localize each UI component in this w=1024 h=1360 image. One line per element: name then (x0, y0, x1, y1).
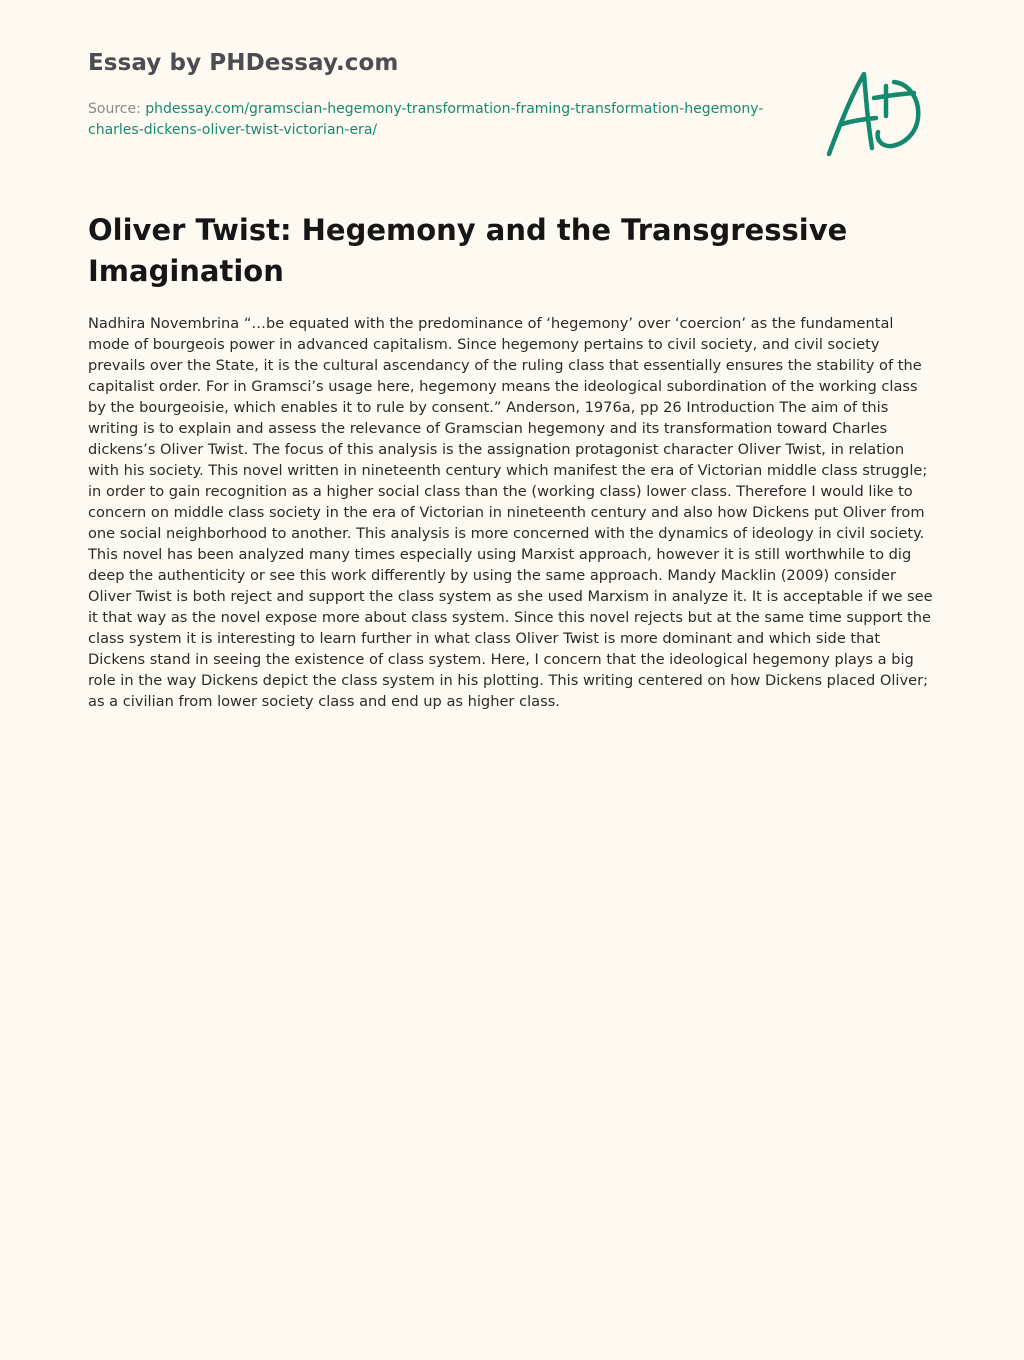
article-title: Oliver Twist: Hegemony and the Transgressive Imagination (88, 213, 848, 288)
source-link[interactable]: phdessay.com/gramscian-hegemony-transformation-framing-transformation-hegemony-charles-dickens-oliver-twist-victorian-era/ (88, 101, 764, 138)
source-line (88, 99, 788, 141)
site-title: Essay by PHDessay.com (88, 50, 399, 76)
article-body: Nadhira Novembrina “…be equated with the predominance of ‘hegemony’ over ‘coercion’ as the fundamental mode of bourgeois power in advanced capitalism. Since hegemony pertains to civil society, and civil society prevails over the State, it is the cultural ascendancy of the ruling class that essentially ensures the stability of the capitalist order. For in Gramsci’s usage here, hegemony means the ideological subordination of the working class by the bourgeoisie, which enables it to rule by consent.” Anderson, 1976a, pp 26 Introduction The aim of this writing is to explain and assess the relevance of Gramscian hegemony and its transformation toward Charles dickens’s Oliver Twist. The focus of this analysis is the assignation protagonist character Oliver Twist, in relation with his society. This novel written in nineteenth century which manifest the era of Victorian middle class struggle; in order to gain recognition as a higher social class than the (working class) lower class. Therefore I would like to concern on middle class society in the era of Victorian in nineteenth century and also how Dickens put Oliver from one social neighborhood to another. This analysis is more concerned with the dynamics of ideology in civil society. This novel has been analyzed many times especially using Marxist approach, however it is still worthwhile to dig deep the authenticity or see this work differently by using the same approach. Mandy Macklin (2009) consider Oliver Twist is both reject and support the class system as she used Marxism in analyze it. It is acceptable if we see it that way as the novel expose more about class system. Since this novel rejects but at the same time support the class system it is interesting to learn further in what class Oliver Twist is more dominant and which side that Dickens stand in seeing the existence of class system. Here, I concern that the ideological hegemony plays a big role in the way Dickens depict the class system in his plotting. This writing centered on how Dickens placed Oliver; as a civilian from lower society class and end up as higher class. (88, 315, 933, 710)
page-header (88, 50, 788, 141)
source-label: Source: (88, 101, 146, 117)
a-plus-grade-icon (820, 64, 930, 164)
